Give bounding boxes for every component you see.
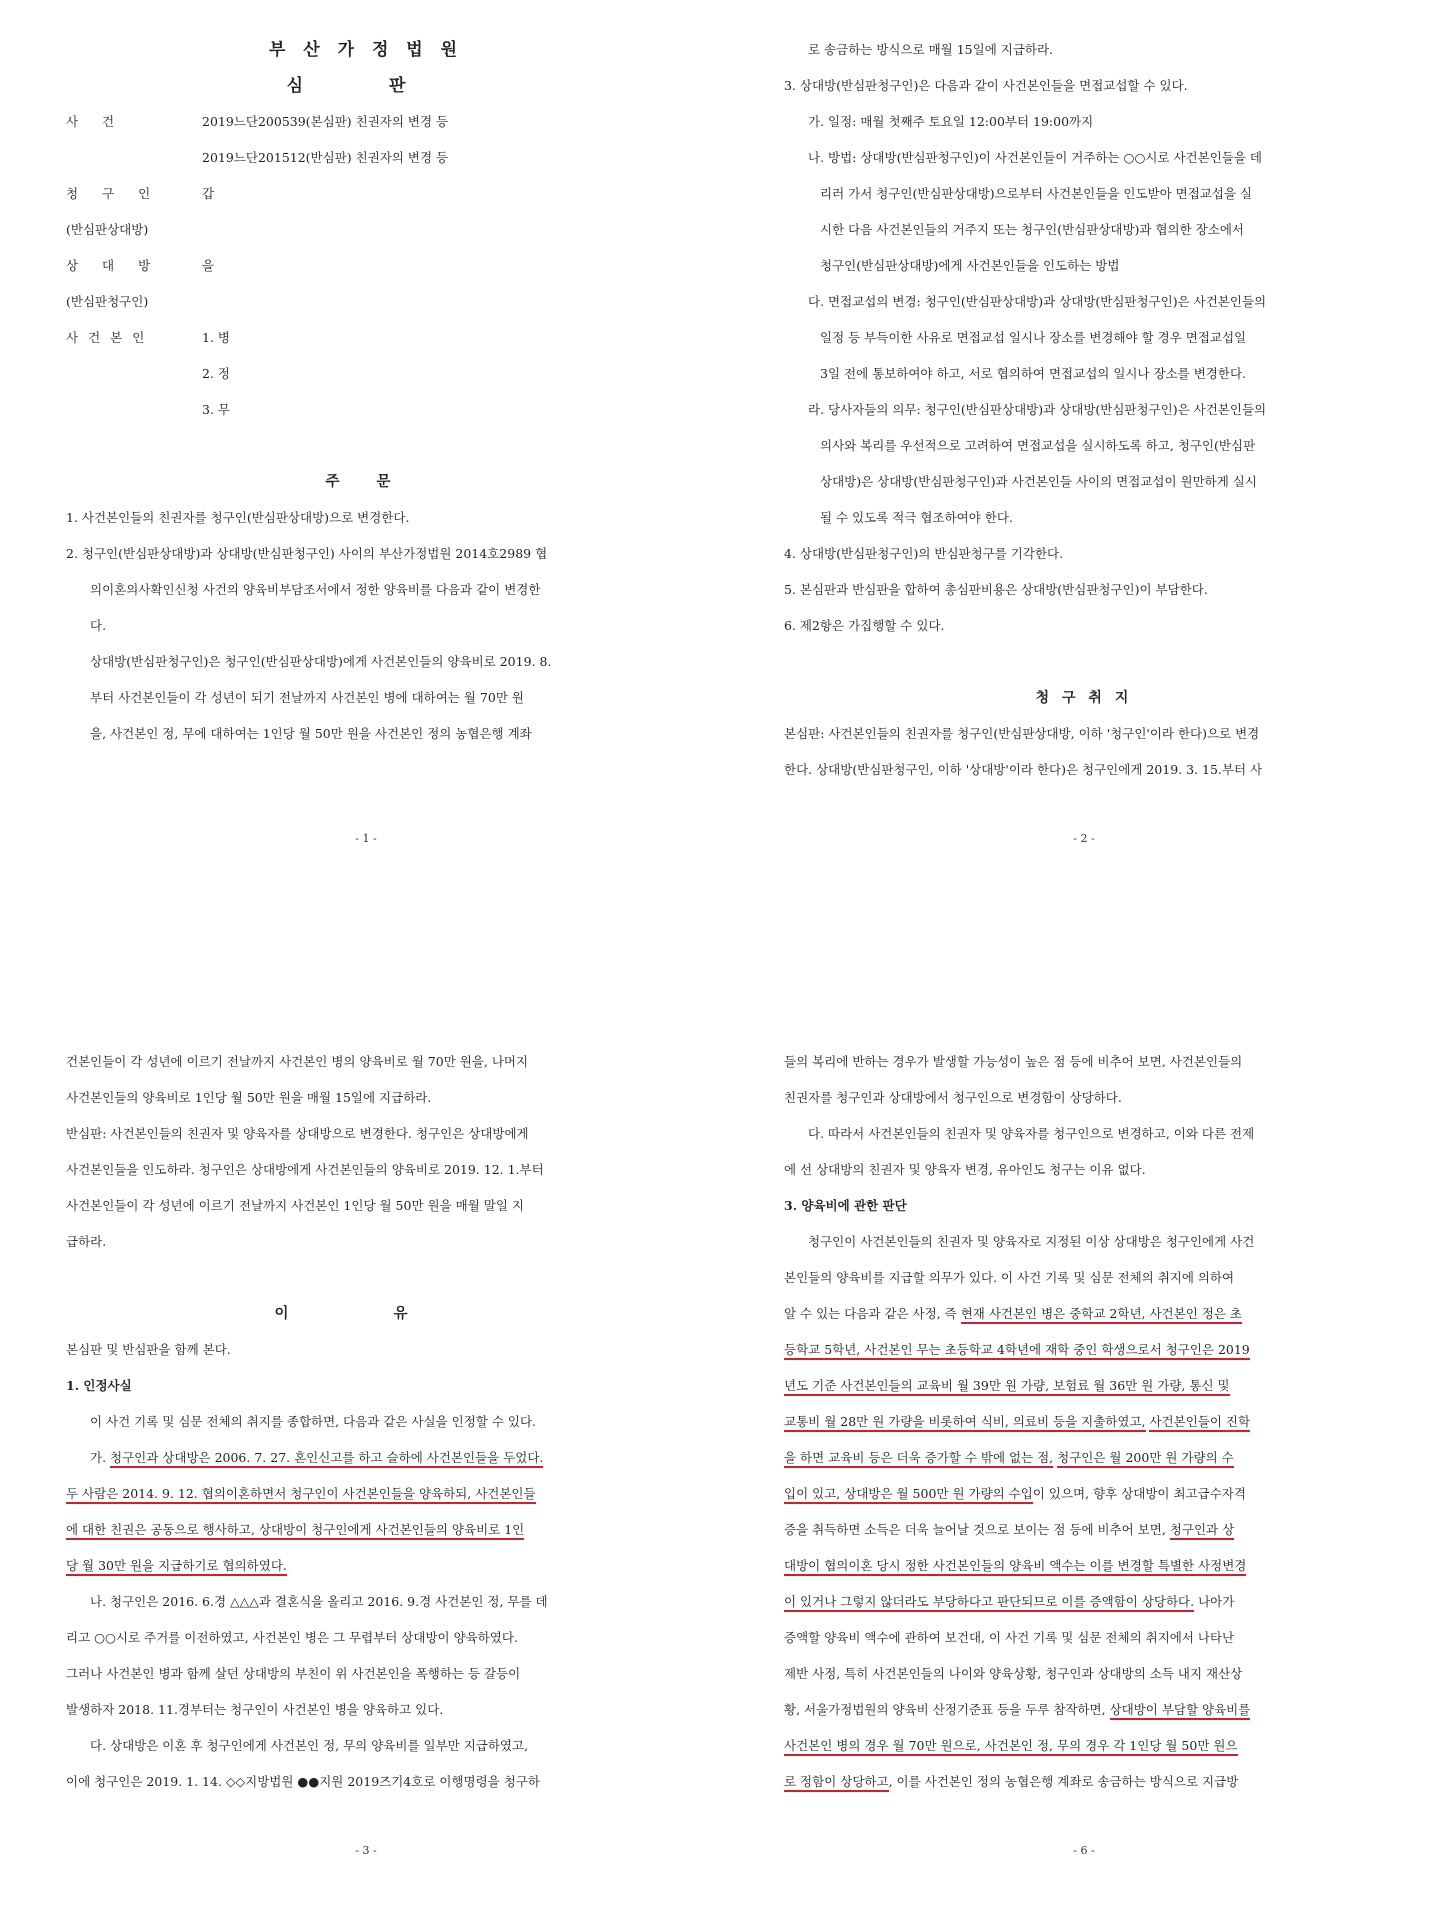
body-line <box>66 1512 666 1548</box>
respondent-sub: (반심판청구인) <box>66 294 149 309</box>
order-line: 시한 다음 사건본인들의 거주지 또는 청구인(반심판상대방)과 협의한 장소에서 <box>820 222 1244 237</box>
underlined-text: 년도 기준 사건본인들의 교육비 월 39만 원 가량, 보험료 월 36만 원 가량, 통신 및 <box>784 1378 1230 1396</box>
body-line: 다. 상대방은 이혼 후 청구인에게 사건본인 정, 무의 양육비를 일부만 지급하였고, <box>90 1738 529 1753</box>
case-number-2: 2019느단201512(반심판) 친권자의 변경 등 <box>202 150 449 165</box>
principals-row <box>66 320 666 356</box>
item-prefix: 가. <box>90 1450 111 1465</box>
order-line: 4. 상대방(반심판청구인)의 반심판청구를 기각한다. <box>784 546 1064 561</box>
order-line: 2. 청구인(반심판상대방)과 상대방(반심판청구인) 사이의 부산가정법원 2014호2989 협 <box>66 546 548 561</box>
order-line: 부터 사건본인들이 각 성년이 되기 전날까지 사건본인 병에 대하여는 월 70만 원 <box>90 690 524 705</box>
plain-text: 이 있으며, 향후 상대방이 최고급수자격 <box>1032 1486 1246 1501</box>
order-line: 1. 사건본인들의 친권자를 청구인(반심판상대방)으로 변경한다. <box>66 510 410 525</box>
case-number-1: 2019느단200539(본심판) 친권자의 변경 등 <box>202 114 449 129</box>
document-page-6 <box>784 1044 1384 1857</box>
order-line: 상대방)은 상대방(반심판청구인)과 사건본인들 사이의 면접교섭이 원만하게 실시 <box>820 474 1257 489</box>
spacer <box>66 1260 666 1296</box>
case-label: 사 건 <box>66 114 125 129</box>
body-line <box>784 1584 1384 1620</box>
respondent-label: 상 대 방 <box>66 258 161 273</box>
order-line: 3. 상대방(반심판청구인)은 다음과 같이 사건본인들을 면접교섭할 수 있다. <box>784 78 1188 93</box>
body-line: 친권자를 청구인과 상대방에서 청구인으로 변경함이 상당하다. <box>784 1090 1122 1105</box>
underlined-text: 로 정함이 상당하고 <box>784 1774 889 1792</box>
order-line: 6. 제2항은 가집행할 수 있다. <box>784 618 945 633</box>
body-line <box>784 1332 1384 1368</box>
plain-text: 나아가 <box>1194 1594 1235 1609</box>
underlined-text: 청구인과 상대방은 2006. 7. 27. 혼인신고를 하고 슬하에 사건본인들을 두었다. <box>110 1450 543 1468</box>
order-heading: 주 문 <box>325 473 407 490</box>
body-line <box>784 1548 1384 1584</box>
underlined-text: 대방이 협의이혼 당시 정한 사건본인들의 양육비 액수는 이를 변경할 특별한 사정변경 <box>784 1558 1246 1576</box>
underlined-text: 청구인과 상 <box>1170 1522 1234 1540</box>
order-line: 의이혼의사확인신청 사건의 양육비부담조서에서 정한 양육비를 다음과 같이 변경한 <box>90 582 541 597</box>
body-line: 에 선 상대방의 친권자 및 양육자 변경, 유아인도 청구는 이유 없다. <box>784 1162 1146 1177</box>
order-line: 라. 당사자들의 의무: 청구인(반심판상대방)과 상대방(반심판청구인)은 사건본인들의 <box>808 402 1267 417</box>
document-type: 심 판 <box>286 76 446 96</box>
plain-text: , 이를 사건본인 정의 농협은행 계좌로 송금하는 방식으로 지급방 <box>888 1774 1239 1789</box>
plain-text: 알 수 있는 다음과 같은 사정, 즉 <box>784 1306 961 1321</box>
order-line: 5. 본심판과 반심판을 합하여 총심판비용은 상대방(반심판청구인)이 부담한다. <box>784 582 1208 597</box>
order-line: 일정 등 부득이한 사유로 면접교섭 일시나 장소를 변경해야 할 경우 면접교섭일 <box>820 330 1247 345</box>
body-line: 급하라. <box>66 1234 107 1249</box>
claim-line: 한다. 상대방(반심판청구인, 이하 '상대방'이라 한다)은 청구인에게 2019. 3. 15.부터 사 <box>784 762 1263 777</box>
order-line: 될 수 있도록 적극 협조하여야 한다. <box>820 510 1013 525</box>
body-line <box>66 1476 666 1512</box>
claim-line: 본심판: 사건본인들의 친권자를 청구인(반심판상대방, 이하 '청구인'이라 한다)으로 변경 <box>784 726 1260 741</box>
document-page-1 <box>66 32 666 845</box>
body-line: 사건본인들을 인도하라. 청구인은 상대방에게 사건본인들의 양육비로 2019. 12. 1.부터 <box>66 1162 544 1177</box>
body-line <box>784 1296 1384 1332</box>
underlined-text: 등학교 5학년, 사건본인 무는 초등학교 4학년에 재학 중인 학생으로서 청구인은 2019 <box>784 1342 1250 1360</box>
order-line: 리러 가서 청구인(반심판상대방)으로부터 사건본인들을 인도받아 면접교섭을 실 <box>820 186 1253 201</box>
body-line: 반심판: 사건본인들의 친권자 및 양육자를 상대방으로 변경한다. 청구인은 상대방에게 <box>66 1126 529 1141</box>
body-line: 이에 청구인은 2019. 1. 14. ◇◇지방법원 ●●지원 2019즈기4호로 이행명령을 청구하 <box>66 1774 540 1789</box>
plain-text: 증을 취득하면 소득은 더욱 늘어날 것으로 보이는 점 등에 비추어 보면, <box>784 1522 1170 1537</box>
court-name: 부 산 가 정 법 원 <box>268 40 464 60</box>
body-line: 사건본인들의 양육비로 1인당 월 50만 원을 매월 15일에 지급하라. <box>66 1090 432 1105</box>
order-line: 가. 일정: 매월 첫째주 토요일 12:00부터 19:00까지 <box>808 114 1094 129</box>
respondent-value: 을 <box>202 258 215 273</box>
claimant-label: 청 구 인 <box>66 186 161 201</box>
underlined-text: 당 월 30만 원을 지급하기로 협의하였다. <box>66 1558 287 1576</box>
body-line: 리고 ○○시로 주거를 이전하였고, 사건본인 병은 그 무렵부터 상대방이 양육하였다. <box>66 1630 518 1645</box>
order-line: 로 송금하는 방식으로 매월 15일에 지급하라. <box>808 42 1054 57</box>
section-1-heading: 1. 인정사실 <box>66 1378 132 1393</box>
claimant-row <box>66 176 666 212</box>
body-line: 청구인이 사건본인들의 친권자 및 양육자로 지정된 이상 상대방은 청구인에게 사건 <box>808 1234 1255 1249</box>
underlined-text: 상대방이 부담할 양육비를 <box>1110 1702 1251 1720</box>
respondent-row <box>66 248 666 284</box>
order-line: 다. 면접교섭의 변경: 청구인(반심판상대방)과 상대방(반심판청구인)은 사건본인들의 <box>808 294 1267 309</box>
body-line: 그러나 사건본인 병과 함께 살던 상대방의 부친이 위 사건본인을 폭행하는 등 갈등이 <box>66 1666 521 1681</box>
order-line: 을, 사건본인 정, 무에 대하여는 1인당 월 50만 원을 사건본인 정의 농협은행 계좌 <box>90 726 532 741</box>
principal-2: 2. 정 <box>202 366 230 381</box>
underlined-text: 이 있거나 그렇지 않더라도 부당하다고 판단되므로 이를 증액함이 상당하다. <box>784 1594 1194 1612</box>
body-line <box>784 1404 1384 1440</box>
order-line: 의사와 복리를 우선적으로 고려하여 면접교섭을 실시하도록 하고, 청구인(반심판 <box>820 438 1256 453</box>
page-number: - 3 - <box>355 1844 377 1857</box>
underlined-text: 사건본인들이 진학 <box>1149 1414 1250 1432</box>
underlined-text: 사건본인 병의 경우 월 70만 원으로, 사건본인 정, 무의 경우 각 1인당 월 50만 원으 <box>784 1738 1238 1756</box>
order-line: 다. <box>90 618 107 633</box>
body-line: 나. 청구인은 2016. 6.경 △△△과 결혼식을 올리고 2016. 9.경 사건본인 정, 무를 데 <box>90 1594 548 1609</box>
spacer <box>66 428 666 464</box>
body-line: 본인들의 양육비를 지급할 의무가 있다. 이 사건 기록 및 심문 전체의 취지에 의하여 <box>784 1270 1235 1285</box>
intro-line: 본심판 및 반심판을 함께 본다. <box>66 1342 231 1357</box>
underlined-text: 입이 있고, 상대방은 월 500만 원 가량의 수입 <box>784 1486 1033 1504</box>
body-line: 건본인들이 각 성년에 이르기 전날까지 사건본인 병의 양육비로 월 70만 원을, 나머지 <box>66 1054 529 1069</box>
body-line: 사건본인들이 각 성년에 이르기 전날까지 사건본인 1인당 월 50만 원을 매월 말일 지 <box>66 1198 524 1213</box>
order-line: 나. 방법: 상대방(반심판청구인)이 사건본인들이 거주하는 ○○시로 사건본인들을 데 <box>808 150 1262 165</box>
claimant-sub: (반심판상대방) <box>66 222 149 237</box>
body-line <box>784 1440 1384 1476</box>
body-line: 증액할 양육비 액수에 관하여 보건대, 이 사건 기록 및 심문 전체의 취지에서 나타난 <box>784 1630 1235 1645</box>
underlined-text: 청구인은 월 200만 원 가량의 수 <box>1057 1450 1234 1468</box>
spacer <box>784 644 1384 680</box>
body-line: 발생하자 2018. 11.경부터는 청구인이 사건본인 병을 양육하고 있다. <box>66 1702 444 1717</box>
body-line: 제반 사정, 특히 사건본인들의 나이와 양육상황, 청구인과 상대방의 소득 내지 재산상 <box>784 1666 1243 1681</box>
reason-heading: 이 유 <box>274 1305 458 1322</box>
plain-text: 황, 서울가정법원의 양육비 산정기준표 등을 두루 참작하면, <box>784 1702 1110 1717</box>
page-number: - 2 - <box>1073 832 1095 845</box>
body-line <box>66 1440 666 1476</box>
underlined-text: 에 대한 친권은 공동으로 행사하고, 상대방이 청구인에게 사건본인들의 양육비로 1인 <box>66 1522 524 1540</box>
underlined-text: 두 사람은 2014. 9. 12. 협의이혼하면서 청구인이 사건본인들을 양육하되, 사건본인들 <box>66 1486 536 1504</box>
body-line <box>784 1728 1384 1764</box>
body-line: 다. 따라서 사건본인들의 친권자 및 양육자를 청구인으로 변경하고, 이와 다른 전제 <box>808 1126 1255 1141</box>
underlined-text: 현재 사건본인 병은 중학교 2학년, 사건본인 정은 초 <box>961 1306 1242 1324</box>
body-line: 이 사건 기록 및 심문 전체의 취지를 종합하면, 다음과 같은 사실을 인정할 수 있다. <box>90 1414 537 1429</box>
body-line <box>784 1764 1384 1800</box>
principal-3: 3. 무 <box>202 402 230 417</box>
section-3-heading: 3. 양육비에 관한 판단 <box>784 1198 907 1213</box>
body-line <box>66 1548 666 1584</box>
principal-1: 1. 병 <box>202 330 230 345</box>
page-number: - 1 - <box>355 832 377 845</box>
body-line <box>784 1692 1384 1728</box>
body-line <box>784 1476 1384 1512</box>
underlined-text: 교통비 월 28만 원 가량을 비롯하여 식비, 의료비 등을 지출하였고, <box>784 1414 1146 1432</box>
underlined-text: 을 하면 교육비 등은 더욱 증가할 수 밖에 없는 점, <box>784 1450 1053 1468</box>
order-line: 상대방(반심판청구인)은 청구인(반심판상대방)에게 사건본인들의 양육비로 2019. 8. <box>90 654 552 669</box>
document-page-2 <box>784 32 1384 845</box>
order-line: 3일 전에 통보하여야 하고, 서로 협의하여 면접교섭의 일시나 장소를 변경한다. <box>820 366 1246 381</box>
claim-heading: 청 구 취 지 <box>1035 690 1133 706</box>
body-line: 들의 복리에 반하는 경우가 발생할 가능성이 높은 점 등에 비추어 보면, 사건본인들의 <box>784 1054 1243 1069</box>
page-number: - 6 - <box>1073 1844 1095 1857</box>
case-row-1 <box>66 104 666 140</box>
order-line: 청구인(반심판상대방)에게 사건본인들을 인도하는 방법 <box>820 258 1120 273</box>
claimant-value: 갑 <box>202 186 215 201</box>
body-line <box>784 1512 1384 1548</box>
body-line <box>784 1368 1384 1404</box>
principals-label: 사건본인 <box>66 330 155 345</box>
document-page-3 <box>66 1044 666 1857</box>
